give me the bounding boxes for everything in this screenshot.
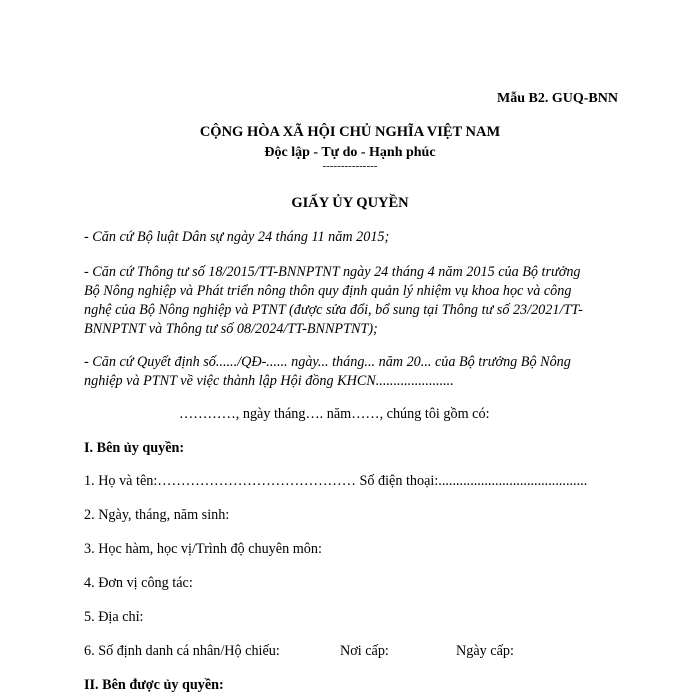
- basis-circular-line-2: Bộ Nông nghiệp và Phát triển nông thôn quy định quản lý nhiệm vụ khoa học và công: [84, 283, 572, 299]
- field-issue-date: Ngày cấp:: [456, 643, 514, 659]
- national-title: CỘNG HÒA XÃ HỘI CHỦ NGHĨA VIỆT NAM: [199, 124, 501, 140]
- field-full-name-phone: 1. Họ và tên:…………………………………… Số điện thoại:..........................................: [84, 473, 588, 489]
- basis-decision-line-2: nghiệp và PTNT về việc thành lập Hội đồng KHCN......................: [84, 373, 454, 389]
- date-place-line: …………, ngày tháng…. năm……, chúng tôi gồm có:: [179, 406, 490, 422]
- document-title: GIẤY ỦY QUYỀN: [291, 195, 409, 211]
- field-address: 5. Địa chỉ:: [84, 609, 144, 625]
- basis-decision-line-1: - Căn cứ Quyết định số....../QĐ-...... ngày... tháng... năm 20... của Bộ trưởng Bộ Nông: [84, 354, 571, 370]
- national-motto: Độc lập - Tự do - Hạnh phúc: [264, 145, 436, 160]
- field-date-of-birth: 2. Ngày, tháng, năm sinh:: [84, 507, 230, 523]
- header-rule: ---------------: [322, 160, 378, 172]
- field-id-number: 6. Số định danh cá nhân/Hộ chiếu:: [84, 643, 280, 659]
- basis-civil-code: - Căn cứ Bộ luật Dân sự ngày 24 tháng 11 năm 2015;: [84, 229, 390, 245]
- basis-circular-line-4: BNNPTNT và Thông tư số 08/2024/TT-BNNPTNT);: [84, 321, 378, 337]
- section-authorized-heading: II. Bên được ủy quyền:: [84, 677, 224, 693]
- basis-circular-line-3: nghệ của Bộ Nông nghiệp và PTNT (được sửa đổi, bổ sung tại Thông tư số 23/2021/TT-: [84, 302, 583, 318]
- field-degree: 3. Học hàm, học vị/Trình độ chuyên môn:: [84, 541, 322, 557]
- basis-circular-line-1: - Căn cứ Thông tư số 18/2015/TT-BNNPTNT ngày 24 tháng 4 năm 2015 của Bộ trưởng: [84, 264, 581, 280]
- form-code: Mẫu B2. GUQ-BNN: [497, 91, 618, 106]
- field-workplace: 4. Đơn vị công tác:: [84, 575, 193, 591]
- field-issue-place: Nơi cấp:: [340, 643, 389, 659]
- section-authorizer-heading: I. Bên ủy quyền:: [84, 440, 185, 456]
